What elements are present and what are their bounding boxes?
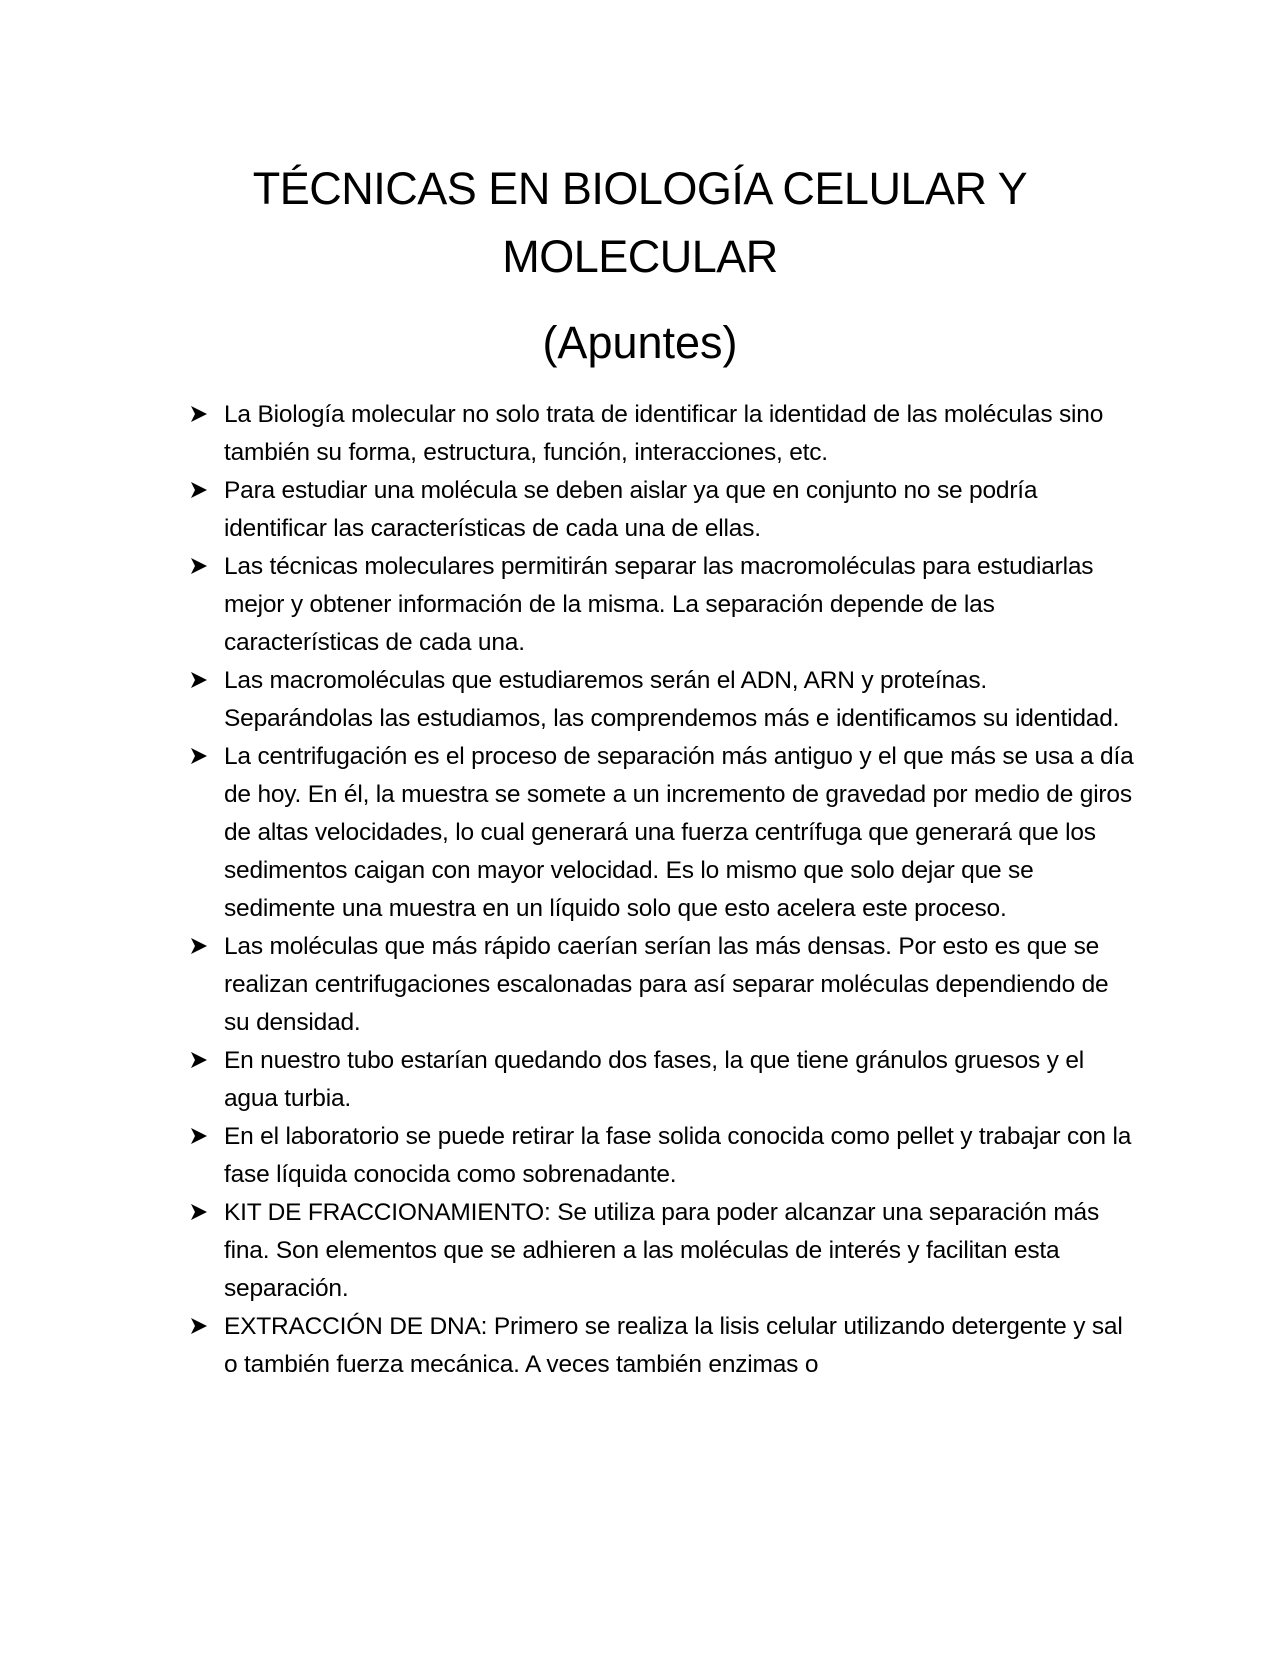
list-item-text: Las técnicas moleculares permitirán separar las macromoléculas para estudiarlas mejor y obtener información de la misma. La separación depende de las características de cada una.: [224, 553, 1094, 656]
list-item: [190, 1042, 1140, 1118]
arrow-bullet-icon: [190, 937, 208, 955]
arrow-bullet-icon: [190, 1317, 208, 1335]
list-item-text: EXTRACCIÓN DE DNA: Primero se realiza la lisis celular utilizando detergente y sal o también fuerza mecánica. A veces también enzimas o: [224, 1313, 1123, 1378]
arrow-bullet-icon: [190, 1051, 208, 1069]
list-item: [190, 662, 1140, 738]
list-item: [190, 548, 1140, 662]
list-item: [190, 928, 1140, 1042]
list-item: [190, 1118, 1140, 1194]
list-item-text: La Biología molecular no solo trata de identificar la identidad de las moléculas sino también su forma, estructura, función, interacciones, etc.: [224, 401, 1104, 466]
list-item: [190, 738, 1140, 928]
list-item-text: La centrifugación es el proceso de separación más antiguo y el que más se usa a día de hoy. En él, la muestra se somete a un incremento de gravedad por medio de giros de altas velocidades, lo cual generará una fuerza centrífuga que generará que los sedimentos caigan con mayor velocidad. Es lo mismo que solo dejar que se sedimente una muestra en un líquido solo que esto acelera este proceso.: [224, 743, 1134, 922]
list-item: [190, 396, 1140, 472]
list-item: [190, 472, 1140, 548]
arrow-bullet-icon: [190, 1127, 208, 1145]
list-item-text: En el laboratorio se puede retirar la fase solida conocida como pellet y trabajar con la fase líquida conocida como sobrenadante.: [224, 1123, 1132, 1188]
list-item-text: KIT DE FRACCIONAMIENTO: Se utiliza para poder alcanzar una separación más fina. Son elementos que se adhieren a las moléculas de interés y facilitan esta separación.: [224, 1199, 1100, 1302]
arrow-bullet-icon: [190, 1203, 208, 1221]
list-item-text: En nuestro tubo estarían quedando dos fases, la que tiene gránulos gruesos y el agua turbia.: [224, 1047, 1084, 1112]
arrow-bullet-icon: [190, 747, 208, 765]
page-subtitle: (Apuntes): [542, 317, 738, 368]
list-item: [190, 1308, 1140, 1384]
bullet-list: [190, 396, 1140, 1384]
arrow-bullet-icon: [190, 671, 208, 689]
list-item: [190, 1194, 1140, 1308]
arrow-bullet-icon: [190, 405, 208, 423]
arrow-bullet-icon: [190, 557, 208, 575]
list-item-text: Las macromoléculas que estudiaremos serán el ADN, ARN y proteínas. Separándolas las estudiamos, las comprendemos más e identificamos su identidad.: [224, 667, 1120, 732]
list-item-text: Las moléculas que más rápido caerían serían las más densas. Por esto es que se realizan centrifugaciones escalonadas para así separar moléculas dependiendo de su densidad.: [224, 933, 1109, 1036]
list-item-text: Para estudiar una molécula se deben aislar ya que en conjunto no se podría identificar las características de cada una de ellas.: [224, 477, 1038, 542]
arrow-bullet-icon: [190, 481, 208, 499]
page-title: TÉCNICAS EN BIOLOGÍA CELULAR Y MOLECULAR: [252, 163, 1028, 282]
